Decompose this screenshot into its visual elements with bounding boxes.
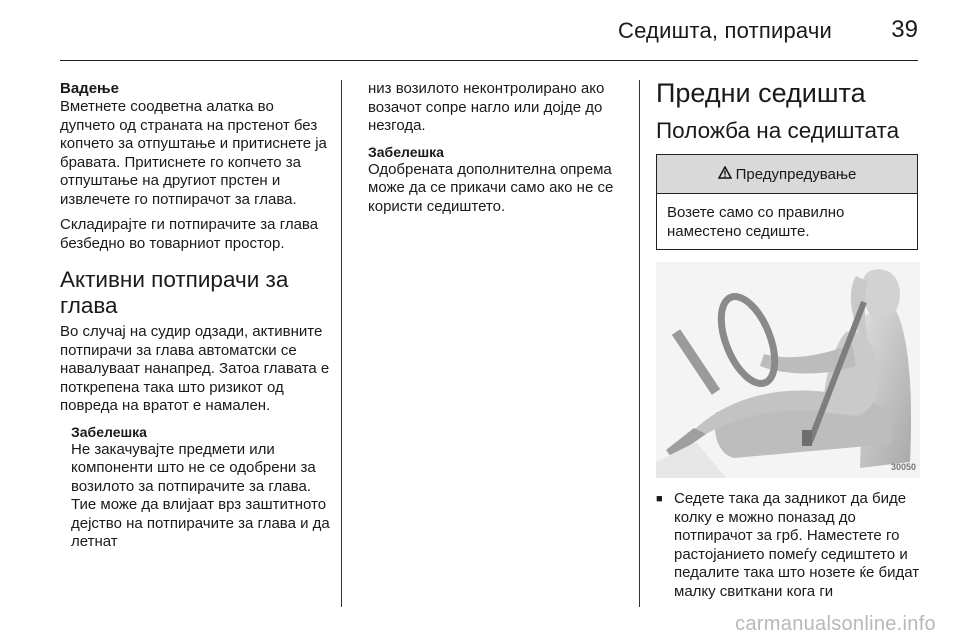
warning-box	[656, 154, 918, 250]
note-heading: Забелешка	[368, 143, 444, 160]
column-divider-2	[639, 80, 640, 607]
column-right	[656, 80, 922, 601]
driver-seat-drawing	[656, 262, 920, 478]
bullet-square-icon: ■	[656, 493, 663, 505]
warning-header	[657, 155, 917, 194]
figure-number: 30050	[890, 462, 916, 472]
note-paragraph: Одобрената дополнителна опрема може да се прикачи само ако не се користи седиштето.	[368, 160, 614, 215]
heading-front-seats: Предни седишта	[656, 78, 866, 108]
removal-paragraph: Вметнете соодветна алатка во дупчето од страната на прстенот без копчето за отпуштање и притиснете ја бравата. Притиснете го копчето за отпуштање на другиот прстен и извлечете го потпирачот за глава.	[60, 98, 327, 208]
bullet-text: Седете така да задникот да биде колку е можно поназад до потпирачот за грб. Наместете го растојанието помеѓу седиштето и педалите така што нозете ќе бидат малку свиткани кога ги	[674, 490, 920, 600]
warning-title: Предупредување	[735, 165, 857, 183]
column-left	[60, 80, 330, 552]
note-heading: Забелешка	[71, 423, 147, 440]
warning-text: Возете само со правилно наместено седиште.	[667, 204, 845, 240]
page-header	[0, 0, 960, 62]
active-paragraph: Во случај на судир одзади, активните потпирачи за глава автоматски се навалуваат нанапред. Затоа главата е поткрепена така што ризикот од повреда на вратот е намален.	[60, 323, 330, 414]
heading-active-head-restraints: Активни потпирачи за глава	[60, 267, 289, 318]
section-title: Седишта, потпирачи	[618, 18, 832, 43]
watermark: carmanualsonline.info	[735, 613, 936, 635]
heading-seat-position: Положба на седиштата	[656, 118, 900, 143]
seat-position-illustration	[656, 262, 920, 478]
heading-removal: Вадење	[60, 80, 119, 97]
continuation-paragraph: низ возилото неконтролирано ако возачот сопре нагло или дојде до незгода.	[368, 80, 605, 134]
header-divider	[60, 60, 918, 61]
storage-paragraph: Складирајте ги потпирачите за глава безбедно во товарниот простор.	[60, 216, 319, 252]
list-item	[656, 490, 922, 601]
note-block	[71, 423, 330, 552]
column-divider-1	[341, 80, 342, 607]
column-middle	[368, 80, 630, 216]
page-number: 39	[891, 16, 918, 43]
note-paragraph: Не закачувајте предмети или компоненти што не се одобрени за возилото за потпирачите за глава. Тие може да влијаат врз заштитното дејство на потпирачите за глава и да летнат	[71, 440, 330, 550]
warning-triangle-icon	[718, 166, 732, 183]
